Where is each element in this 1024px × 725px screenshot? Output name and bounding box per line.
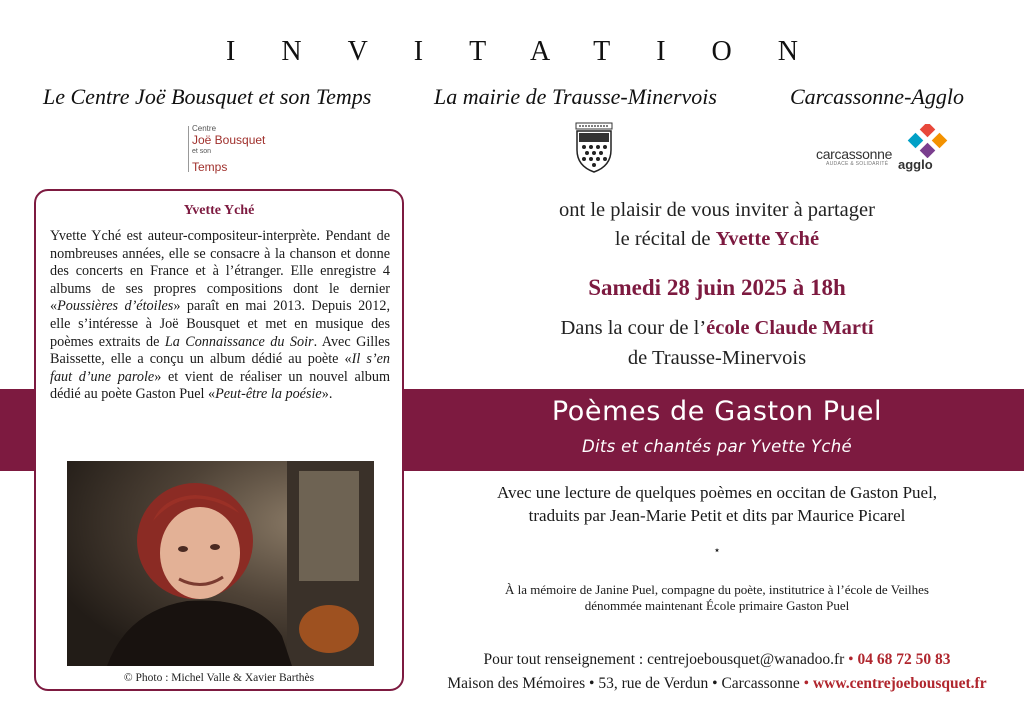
bio-part-1: Yvette Yché est auteur-compositeur-interprète. Pendant de nombreuses années, elle se consacre à la chanson et donne des concerts en France et à l’étranger. Elle enregistre 4 albums de ses propres compositions dont le dernier « bbox=[50, 228, 390, 315]
agglo-word-carcassonne: carcassonne bbox=[816, 146, 893, 162]
logo-line-temps: Temps bbox=[192, 160, 228, 174]
bio-part-5: ». bbox=[321, 386, 333, 403]
invitation-title: INVITATION bbox=[226, 36, 844, 67]
recital-artist: Yvette Yché bbox=[715, 228, 820, 250]
album-il-sen-faut: Il s’en faut d’une parole bbox=[50, 351, 390, 385]
bullet: • bbox=[844, 651, 858, 668]
carcassonne-agglo-logo bbox=[816, 124, 956, 176]
star-separator-icon: ⋆ bbox=[713, 543, 721, 557]
banner-subtitle: Dits et chantés par Yvette Yché bbox=[581, 437, 853, 456]
commune-coat-of-arms-icon bbox=[573, 122, 615, 174]
book-connaissance: La Connaissance du Soir bbox=[164, 333, 314, 350]
bio-part-2: » paraît en mai 2013. Depuis 2012, elle s’intéresse à Joë Bousquet et met en musique des poèmes extraits de bbox=[50, 298, 390, 350]
place-school: école Claude Martí bbox=[706, 317, 874, 339]
album-peut-etre: Peut-être la poésie bbox=[215, 386, 322, 403]
invitation-line-1: ont le plaisir de vous inviter à partager bbox=[559, 199, 875, 221]
address-city: Carcassonne bbox=[721, 675, 800, 692]
bio-part-3: . Avec Gilles Baissette, elle a conçu un album dédié au poète « bbox=[50, 333, 390, 368]
event-place-1 bbox=[410, 317, 1024, 340]
place-prefix: Dans la cour de l’ bbox=[560, 317, 707, 339]
address-street: 53, rue de Verdun bbox=[598, 675, 709, 692]
contact-email[interactable]: centrejoebousquet@wanadoo.fr bbox=[647, 651, 845, 668]
memory-line-1: À la mémoire de Janine Puel, compagne du poète, institutrice à l’école de Veilhes bbox=[505, 582, 929, 597]
banner-title: Poèmes de Gaston Puel bbox=[551, 396, 883, 427]
agglo-diamonds-icon bbox=[902, 124, 952, 158]
recital-prefix: le récital de bbox=[614, 228, 716, 250]
logo-line-centre: Centre bbox=[192, 124, 217, 133]
agglo-word-agglo: agglo bbox=[898, 157, 933, 172]
bullet: • bbox=[585, 675, 599, 692]
contact-line-2 bbox=[410, 675, 1024, 693]
reading-line-1: Avec une lecture de quelques poèmes en occitan de Gaston Puel, bbox=[496, 483, 938, 502]
bio-text bbox=[50, 228, 390, 404]
artist-photo bbox=[67, 461, 374, 666]
contact-prefix: Pour tout renseignement : bbox=[483, 651, 648, 668]
bio-part-4: » et vient de réaliser un nouvel album dédié au poète Gaston Puel « bbox=[50, 368, 391, 403]
bullet: • bbox=[708, 675, 722, 692]
event-place-2: de Trausse-Minervois bbox=[627, 347, 807, 369]
contact-line-1 bbox=[410, 651, 1024, 669]
centre-joe-bousquet-logo bbox=[188, 124, 278, 174]
memory-line-2: dénommée maintenant École primaire Gaston Puel bbox=[584, 598, 850, 613]
bullet: • bbox=[799, 675, 813, 692]
reading-line-2: traduits par Jean-Marie Petit et dits par Maurice Picarel bbox=[528, 506, 906, 525]
biography-card bbox=[34, 189, 404, 691]
address-house: Maison des Mémoires bbox=[447, 675, 586, 692]
organizer-centre-joe-bousquet: Le Centre Joë Bousquet et son Temps bbox=[43, 84, 372, 109]
logo-line-et-son: et son bbox=[192, 148, 212, 155]
website-link[interactable]: www.centrejoebousquet.fr bbox=[812, 675, 987, 692]
bio-name: Yvette Yché bbox=[183, 203, 255, 218]
agglo-tagline: AUDACE & SOLIDARITÉ bbox=[826, 161, 889, 167]
album-poussieres: Poussières d’étoiles bbox=[57, 298, 174, 315]
contact-phone[interactable]: 04 68 72 50 83 bbox=[857, 651, 951, 668]
event-date: Samedi 28 juin 2025 à 18h bbox=[588, 275, 846, 300]
organizer-carcassonne-agglo: Carcassonne-Agglo bbox=[790, 84, 964, 109]
logo-line-name: Joë Bousquet bbox=[192, 133, 266, 147]
photo-credit: © Photo : Michel Valle & Xavier Barthès bbox=[123, 672, 315, 684]
organizer-mairie: La mairie de Trausse-Minervois bbox=[434, 84, 717, 109]
invitation-line-2 bbox=[410, 228, 1024, 251]
